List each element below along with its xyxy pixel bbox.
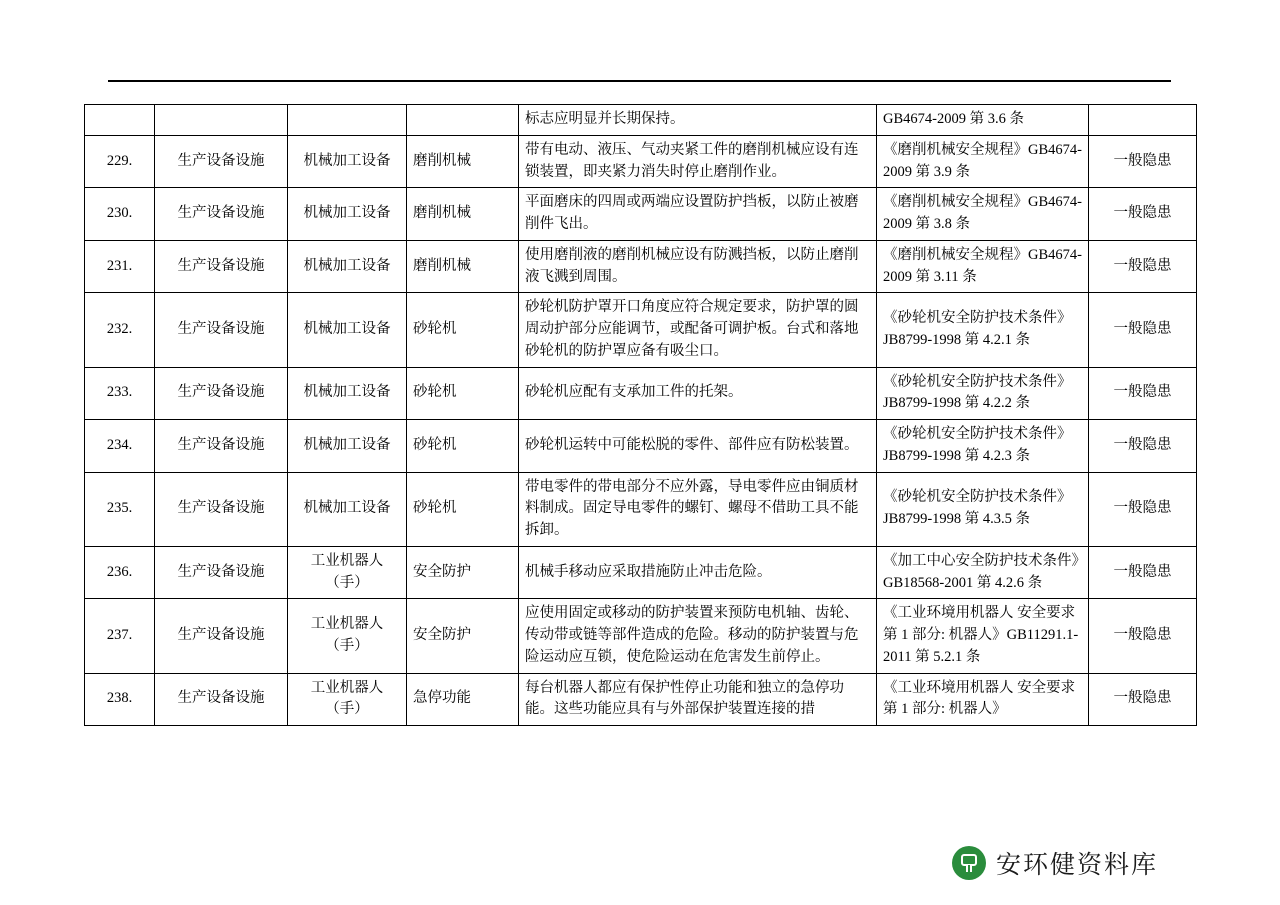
cell-number: 234. [85,420,155,473]
cell-item [407,105,519,136]
cell-description: 应使用固定或移动的防护装置来预防电机轴、齿轮、传动带或链等部件造成的危险。移动的防护装置与危险运动应互锁，使危险运动在危害发生前停止。 [519,599,877,673]
cell-level: 一般隐患 [1089,472,1197,546]
cell-category: 生产设备设施 [155,599,288,673]
cell-reference: 《磨削机械安全规程》GB4674-2009 第 3.11 条 [877,240,1089,293]
watermark [952,845,1158,881]
cell-item: 急停功能 [407,673,519,726]
cell-reference: 《磨削机械安全规程》GB4674-2009 第 3.9 条 [877,135,1089,188]
cell-number: 229. [85,135,155,188]
cell-subcategory: 机械加工设备 [288,293,407,367]
cell-level: 一般隐患 [1089,293,1197,367]
cell-category: 生产设备设施 [155,546,288,599]
cell-level: 一般隐患 [1089,546,1197,599]
cell-reference: 《砂轮机安全防护技术条件》JB8799-1998 第 4.3.5 条 [877,472,1089,546]
cell-description: 标志应明显并长期保持。 [519,105,877,136]
cell-description: 带有电动、液压、气动夹紧工件的磨削机械应设有连锁装置，即夹紧力消失时停止磨削作业。 [519,135,877,188]
cell-reference: 《工业环境用机器人 安全要求 第 1 部分: 机器人》 [877,673,1089,726]
cell-item: 磨削机械 [407,135,519,188]
watermark-label: 安环健资料库 [996,852,1159,879]
cell-description: 平面磨床的四周或两端应设置防护挡板，以防止被磨削件飞出。 [519,188,877,241]
cell-number: 231. [85,240,155,293]
cell-item: 砂轮机 [407,472,519,546]
table-row [85,673,1197,726]
cell-item: 安全防护 [407,546,519,599]
cell-reference: GB4674-2009 第 3.6 条 [877,105,1089,136]
cell-subcategory: 机械加工设备 [288,367,407,420]
cell-number: 235. [85,472,155,546]
cell-description: 使用磨削液的磨削机械应设有防溅挡板，以防止磨削液飞溅到周围。 [519,240,877,293]
cell-category: 生产设备设施 [155,188,288,241]
table-row [85,293,1197,367]
cell-item: 磨削机械 [407,188,519,241]
cell-category: 生产设备设施 [155,367,288,420]
hazard-checklist-table [84,104,1197,726]
cell-category: 生产设备设施 [155,240,288,293]
cell-number: 238. [85,673,155,726]
table-row [85,367,1197,420]
cell-subcategory: 机械加工设备 [288,420,407,473]
table-row [85,105,1197,136]
cell-item: 磨削机械 [407,240,519,293]
cell-subcategory: 工业机器人（手） [288,546,407,599]
cell-number: 236. [85,546,155,599]
cell-level: 一般隐患 [1089,420,1197,473]
cell-category: 生产设备设施 [155,293,288,367]
table-row [85,599,1197,673]
cell-subcategory: 机械加工设备 [288,472,407,546]
cell-subcategory: 机械加工设备 [288,240,407,293]
table-row [85,546,1197,599]
cell-subcategory: 工业机器人（手） [288,599,407,673]
cell-item: 砂轮机 [407,420,519,473]
cell-subcategory: 机械加工设备 [288,135,407,188]
cell-description: 每台机器人都应有保护性停止功能和独立的急停功能。这些功能应具有与外部保护装置连接的措 [519,673,877,726]
cell-number: 237. [85,599,155,673]
cell-item: 砂轮机 [407,367,519,420]
cell-level: 一般隐患 [1089,599,1197,673]
cell-reference: 《磨削机械安全规程》GB4674-2009 第 3.8 条 [877,188,1089,241]
cell-category: 生产设备设施 [155,673,288,726]
table-row [85,420,1197,473]
cell-number: 230. [85,188,155,241]
cell-level: 一般隐患 [1089,135,1197,188]
cell-subcategory: 工业机器人（手） [288,673,407,726]
cell-reference: 《加工中心安全防护技术条件》GB18568-2001 第 4.2.6 条 [877,546,1089,599]
cell-reference: 《砂轮机安全防护技术条件》JB8799-1998 第 4.2.3 条 [877,420,1089,473]
cell-level: 一般隐患 [1089,673,1197,726]
table-row [85,472,1197,546]
cell-reference: 《砂轮机安全防护技术条件》JB8799-1998 第 4.2.1 条 [877,293,1089,367]
cell-description: 机械手移动应采取措施防止冲击危险。 [519,546,877,599]
cell-description: 砂轮机防护罩开口角度应符合规定要求，防护罩的圆周动护部分应能调节，或配备可调护板。台式和落地砂轮机的防护罩应备有吸尘口。 [519,293,877,367]
cell-number [85,105,155,136]
cell-level: 一般隐患 [1089,367,1197,420]
cell-category: 生产设备设施 [155,472,288,546]
cell-category: 生产设备设施 [155,420,288,473]
cell-item: 安全防护 [407,599,519,673]
cell-number: 233. [85,367,155,420]
cell-level [1089,105,1197,136]
cell-reference: 《砂轮机安全防护技术条件》JB8799-1998 第 4.2.2 条 [877,367,1089,420]
table-row [85,135,1197,188]
cell-reference: 《工业环境用机器人 安全要求 第 1 部分: 机器人》GB11291.1-2011 第 5.2.1 条 [877,599,1089,673]
cell-category: 生产设备设施 [155,135,288,188]
cell-description: 砂轮机应配有支承加工件的托架。 [519,367,877,420]
cell-level: 一般隐患 [1089,240,1197,293]
cell-number: 232. [85,293,155,367]
cell-subcategory [288,105,407,136]
cell-description: 砂轮机运转中可能松脱的零件、部件应有防松装置。 [519,420,877,473]
table-row [85,188,1197,241]
cell-level: 一般隐患 [1089,188,1197,241]
shield-check-icon [952,846,986,880]
cell-item: 砂轮机 [407,293,519,367]
header-rule [108,80,1171,82]
table-row [85,240,1197,293]
hazard-checklist-table-wrapper [84,104,1196,726]
cell-description: 带电零件的带电部分不应外露，导电零件应由铜质材料制成。固定导电零件的螺钉、螺母不借助工具不能拆卸。 [519,472,877,546]
cell-subcategory: 机械加工设备 [288,188,407,241]
cell-category [155,105,288,136]
